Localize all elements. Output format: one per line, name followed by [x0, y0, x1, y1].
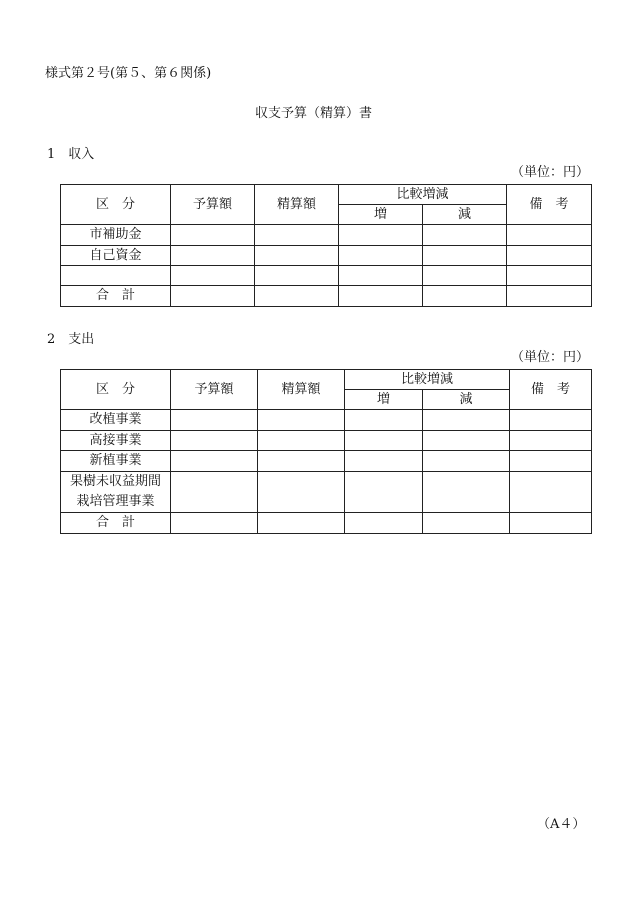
table-row: [61, 513, 592, 534]
income-cell: [255, 246, 339, 266]
expenditure-row-label: 新植事業: [61, 451, 171, 472]
income-cell: [507, 225, 592, 246]
income-cell: [507, 246, 592, 266]
expenditure-header-category: 区 分: [61, 370, 171, 410]
expenditure-header-increase: 増: [345, 390, 423, 410]
table-row: [61, 286, 592, 307]
expenditure-cell: [510, 410, 592, 431]
income-header-settlement: 精算額: [255, 185, 339, 225]
table-row: [61, 431, 592, 451]
expenditure-cell: [171, 513, 258, 534]
income-cell: [507, 266, 592, 286]
expenditure-cell: [345, 513, 423, 534]
table-row: [61, 410, 592, 431]
expenditure-cell: [423, 513, 510, 534]
table-row: [61, 472, 592, 513]
income-header-increase: 増: [339, 205, 423, 225]
expenditure-row-label-line1: 果樹未収益期間: [69, 474, 161, 489]
expenditure-unit-label: （単位：円）: [511, 350, 590, 365]
expenditure-header-decrease: 減: [423, 390, 510, 410]
expenditure-row-label: [61, 472, 171, 513]
income-header-budget: 予算額: [171, 185, 255, 225]
expenditure-cell: [258, 451, 345, 472]
expenditure-heading: 2 支出: [47, 332, 95, 347]
income-row-label: [61, 266, 171, 286]
expenditure-cell: [345, 472, 423, 513]
income-cell: [171, 286, 255, 307]
expenditure-header-diff: 比較増減: [345, 370, 510, 390]
expenditure-cell: [510, 472, 592, 513]
table-row: [61, 266, 592, 286]
income-header-remarks: 備 考: [507, 185, 592, 225]
expenditure-cell: [423, 431, 510, 451]
income-cell: [507, 286, 592, 307]
expenditure-cell: [423, 472, 510, 513]
expenditure-row-label: 改植事業: [61, 410, 171, 431]
paper-size-label: （A４）: [537, 817, 586, 832]
expenditure-total-label: 合 計: [61, 513, 171, 534]
income-header-decrease: 減: [423, 205, 507, 225]
income-heading: 1 収入: [47, 147, 95, 162]
table-row: [61, 451, 592, 472]
expenditure-cell: [258, 513, 345, 534]
expenditure-cell: [171, 451, 258, 472]
expenditure-header-settlement: 精算額: [258, 370, 345, 410]
expenditure-cell: [345, 431, 423, 451]
income-cell: [423, 266, 507, 286]
income-cell: [423, 286, 507, 307]
expenditure-cell: [510, 451, 592, 472]
income-cell: [171, 246, 255, 266]
form-number: 様式第２号(第５、第６関係): [45, 66, 212, 81]
expenditure-cell: [423, 451, 510, 472]
expenditure-cell: [258, 410, 345, 431]
expenditure-table: [60, 369, 592, 534]
expenditure-cell: [171, 431, 258, 451]
expenditure-cell: [171, 472, 258, 513]
income-cell: [255, 286, 339, 307]
income-cell: [339, 246, 423, 266]
expenditure-cell: [258, 431, 345, 451]
income-cell: [171, 266, 255, 286]
income-cell: [339, 286, 423, 307]
expenditure-cell: [345, 451, 423, 472]
expenditure-cell: [171, 410, 258, 431]
income-header-diff: 比較増減: [339, 185, 507, 205]
table-row: [61, 225, 592, 246]
income-unit-label: （単位：円）: [511, 165, 590, 180]
income-row-label: 市補助金: [61, 225, 171, 246]
document-title: 収支予算（精算）書: [255, 106, 373, 121]
expenditure-cell: [258, 472, 345, 513]
income-header-category: 区 分: [61, 185, 171, 225]
income-total-label: 合 計: [61, 286, 171, 307]
income-cell: [171, 225, 255, 246]
income-row-label: 自己資金: [61, 246, 171, 266]
expenditure-header-budget: 予算額: [171, 370, 258, 410]
income-cell: [423, 246, 507, 266]
expenditure-row-label-line2: 栽培管理事業: [76, 494, 155, 509]
income-cell: [255, 266, 339, 286]
expenditure-row-label: 高接事業: [61, 431, 171, 451]
expenditure-header-remarks: 備 考: [510, 370, 592, 410]
income-cell: [255, 225, 339, 246]
expenditure-cell: [345, 410, 423, 431]
income-cell: [423, 225, 507, 246]
expenditure-cell: [510, 431, 592, 451]
income-cell: [339, 266, 423, 286]
table-row: [61, 246, 592, 266]
expenditure-cell: [510, 513, 592, 534]
expenditure-cell: [423, 410, 510, 431]
income-cell: [339, 225, 423, 246]
income-table: [60, 184, 592, 307]
